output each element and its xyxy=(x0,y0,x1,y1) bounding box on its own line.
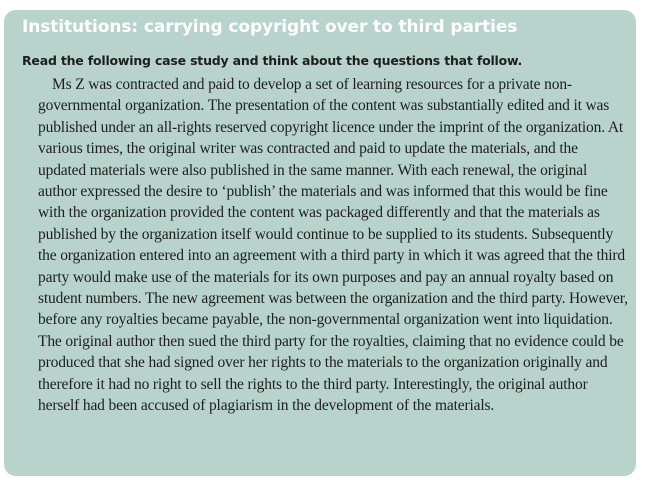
case-study-box xyxy=(4,10,636,476)
case-study-title: Institutions: carrying copyright over to third parties xyxy=(22,17,518,37)
case-study-body: Ms Z was contracted and paid to develop a set of learning resources for a private non-governmental organization. The presentation of the content was substantially edited and it was published under an all-rights reserved copyright licence under the imprint of the organization. At various times, the original writer was contracted and paid to update the materials, and the updated materials were also published in the same manner. With each renewal, the original author expressed the desire to ‘publish’ the materials and was informed that this would be fine with the organization provided the content was packaged differently and that the materials as published by the organization itself would continue to be supplied to its students. Subsequently the organization entered into an agreement with a third party in which it was agreed that the third party would make use of the materials for its own purposes and pay an annual royalty based on student numbers. The new agreement was between the organization and the third party. However, before any royalties became payable, the non-governmental organization went into liquidation. The original author then sued the third party for the royalties, claiming that no evidence could be produced that she had signed over her rights to the materials to the organization originally and therefore it had no right to sell the rights to the third party. Interestingly, the original author herself had been accused of plagiarism in the development of the materials. xyxy=(38,76,628,415)
case-study-instructions: Read the following case study and think about the questions that follow. xyxy=(22,53,523,68)
